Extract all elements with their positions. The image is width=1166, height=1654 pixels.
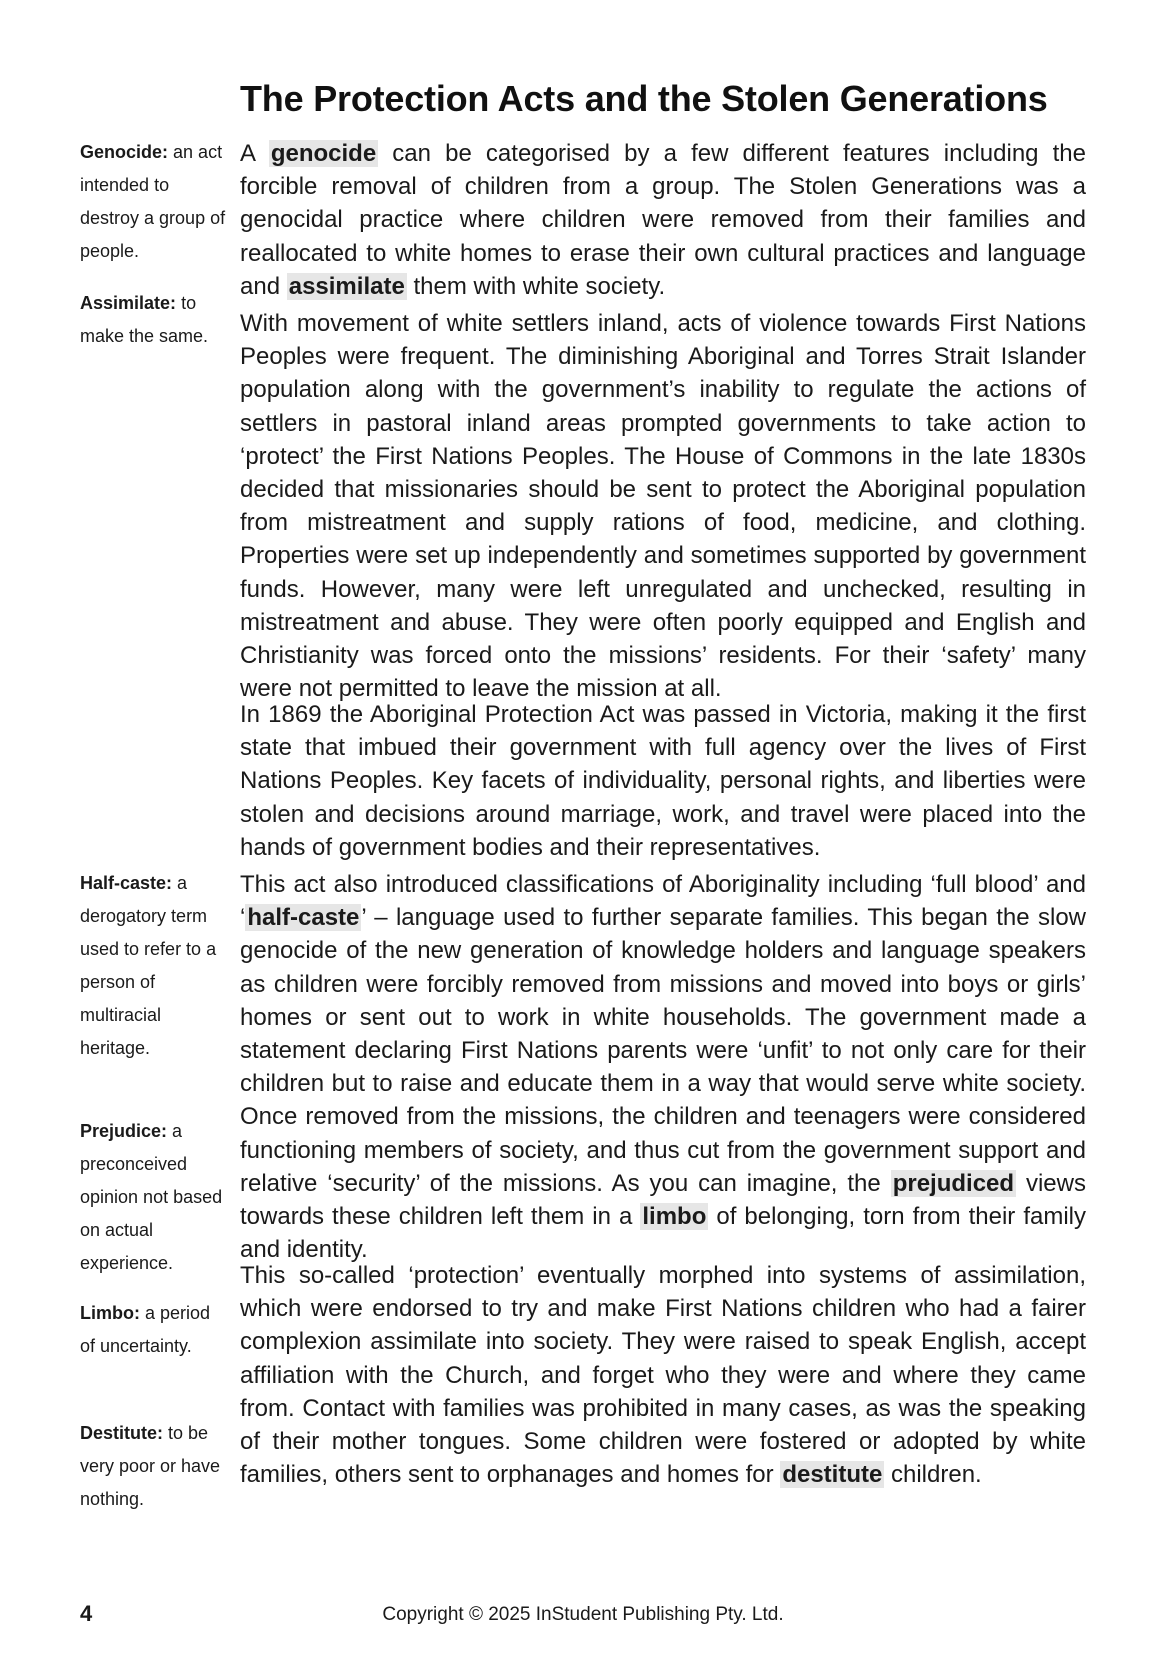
page-title: The Protection Acts and the Stolen Generations (240, 78, 1048, 119)
glossary-term: Genocide: (80, 142, 169, 162)
glossary-entry-genocide (80, 136, 230, 268)
keyword-limbo: limbo (642, 1203, 707, 1231)
page-number: 4 (80, 1601, 93, 1626)
glossary-term: Half-caste: (80, 873, 173, 893)
glossary-definition: to be very poor or have nothing. (80, 1423, 221, 1509)
glossary-term: Assimilate: (80, 293, 177, 313)
paragraph-genocide-intro: A genocide can be categorised by a few different features including the forcible removal of children from a group. The Stolen Generations was a genocidal practice where children were removed from their families and reallocated to white homes to erase their own cultural practices and language and assimilate them with white society. (240, 140, 1086, 300)
glossary-entry-half-caste (80, 867, 230, 1065)
glossary-definition: a derogatory term used to refer to a person of multiracial heritage. (80, 873, 217, 1058)
keyword-half-caste: half-caste (247, 904, 360, 932)
glossary-term: Destitute: (80, 1423, 164, 1443)
keyword-destitute: destitute (782, 1461, 883, 1489)
paragraph-classifications: This act also introduced classifications of Aboriginality including ‘full blood’ and ‘half-caste’ – language used to further separate families. This began the slow genocide of the new generation of knowledge holders and language speakers as children were forcibly removed from missions and moved into boys or girls’ homes or sent out to work in white households. The government made a statement declaring First Nations parents were ‘unfit’ to not only care for their children but to raise and educate them in a way that would serve white society. Once removed from the missions, the children and teenagers were considered functioning members of society, and thus cut from the government support and relative ‘security’ of the missions. As you can imagine, the prejudiced views towards these children left them in a limbo of belonging, torn from their family and identity. (240, 871, 1086, 1264)
glossary-entry-prejudice (80, 1115, 230, 1280)
glossary-entry-limbo (80, 1297, 230, 1363)
keyword-prejudiced: prejudiced (892, 1169, 1015, 1197)
glossary-entry-assimilate (80, 287, 230, 353)
glossary-entry-destitute (80, 1417, 230, 1516)
glossary-definition: a preconceived opinion not based on actual experience. (80, 1121, 223, 1273)
glossary-term: Prejudice: (80, 1121, 168, 1141)
copyright-notice: Copyright © 2025 InStudent Publishing Pty. Ltd. (382, 1604, 784, 1625)
glossary-definition: to make the same. (80, 293, 209, 346)
glossary-definition: an act intended to destroy a group of people. (80, 142, 226, 261)
paragraph-protection-act-1869: In 1869 the Aboriginal Protection Act was passed in Victoria, making it the first state that imbued their government with full agency over the lives of First Nations Peoples. Key facets of individuality, personal rights, and liberties were stolen and decisions around marriage, work, and travel were placed into the hands of government bodies and their representatives. (240, 701, 1086, 861)
paragraph-assimilation: This so-called ‘protection’ eventually morphed into systems of assimilation, which were endorsed to try and make First Nations children who had a fairer complexion assimilate into society. They were raised to speak English, accept affiliation with the Church, and forget who they were and where they came from. Contact with families was prohibited in many cases, as was the speaking of their mother tongues. Some children were fostered or adopted by white families, others sent to orphanages and homes for destitute children. (240, 1262, 1086, 1489)
glossary-term: Limbo: (80, 1303, 140, 1323)
glossary-definition: a period of uncertainty. (80, 1303, 211, 1356)
keyword-assimilate: assimilate (288, 272, 405, 300)
paragraph-missions: With movement of white settlers inland, acts of violence towards First Nations Peoples were frequent. The diminishing Aboriginal and Torres Strait Islander population along with the government’s inability to regulate the actions of settlers in pastoral inland areas prompted governments to take action to ‘protect’ the First Nations Peoples. The House of Commons in the late 1830s decided that missionaries should be sent to protect the Aboriginal population from mistreatment and supply rations of food, medicine, and clothing. Properties were set up independently and sometimes supported by government funds. However, many were left unregulated and unchecked, resulting in mistreatment and abuse. They were often poorly equipped and English and Christianity was forced onto the missions’ residents. For their ‘safety’ many were not permitted to leave the mission at all. (240, 310, 1086, 703)
keyword-genocide: genocide (270, 140, 377, 167)
